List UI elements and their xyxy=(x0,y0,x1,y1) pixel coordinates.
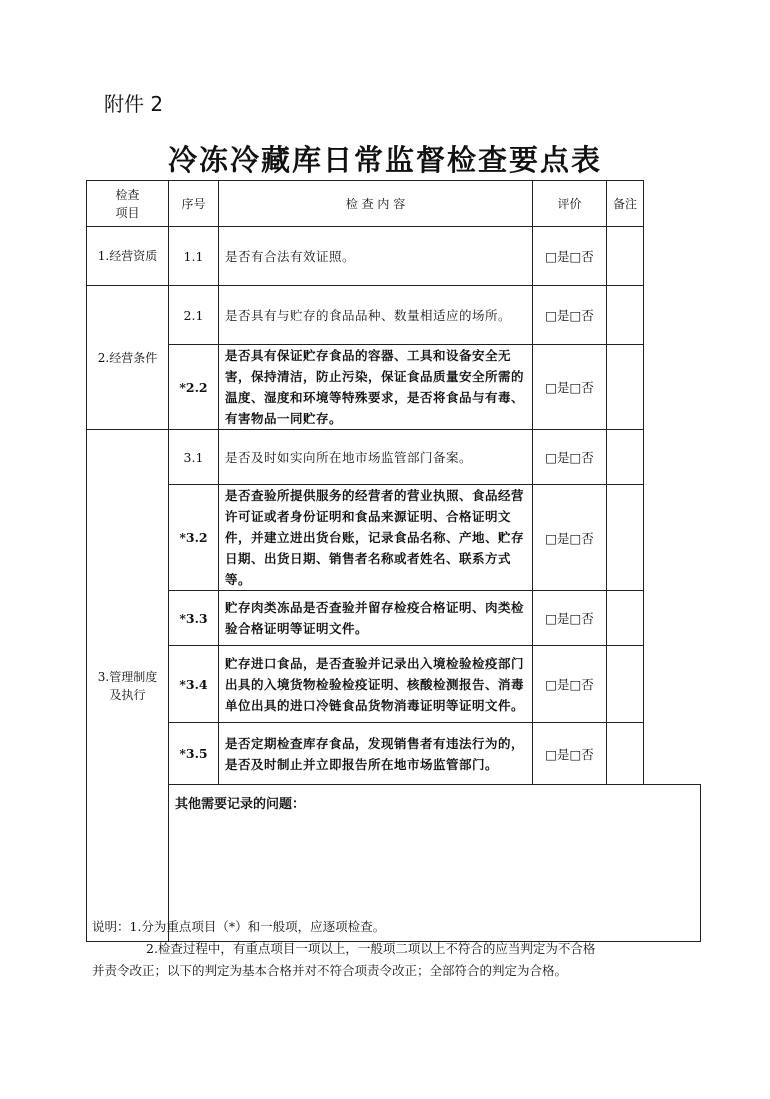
row-seq: *3.5 xyxy=(169,723,219,785)
other-issues-label[interactable]: 其他需要记录的问题： xyxy=(169,785,701,942)
table-row xyxy=(87,286,701,345)
eval-checkboxes[interactable]: □是□否 xyxy=(533,723,607,785)
row-content: 是否有合法有效证照。 xyxy=(219,227,533,286)
row-seq: 2.1 xyxy=(169,286,219,345)
table-row xyxy=(87,723,701,785)
row-content: 是否定期检查库存食品，发现销售者有违法行为的，是否及时制止并立即报告所在地市场监管部门。 xyxy=(219,723,533,785)
row-seq: *3.2 xyxy=(169,485,219,591)
inspection-table xyxy=(86,180,701,942)
row-content: 是否及时如实向所在地市场监管部门备案。 xyxy=(219,430,533,485)
row-seq: 3.1 xyxy=(169,430,219,485)
note-cell xyxy=(607,485,644,591)
row-seq: *2.2 xyxy=(169,345,219,430)
note-cell xyxy=(607,591,644,646)
row-seq: *3.4 xyxy=(169,646,219,723)
header-note: 备注 xyxy=(607,181,644,227)
table-row xyxy=(87,227,701,286)
row-seq: *3.3 xyxy=(169,591,219,646)
row-content: 贮存肉类冻品是否查验并留存检疫合格证明、肉类检验合格证明等证明文件。 xyxy=(219,591,533,646)
note-line-2: 2.检查过程中，有重点项目一项以上，一般项二项以上不符合的应当判定为不合格 xyxy=(146,941,596,956)
header-eval: 评价 xyxy=(533,181,607,227)
row-seq: 1.1 xyxy=(169,227,219,286)
group-label: 2.经营条件 xyxy=(87,286,169,430)
header-item: 检查 项目 xyxy=(87,181,169,227)
header-seq: 序号 xyxy=(169,181,219,227)
eval-checkboxes[interactable]: □是□否 xyxy=(533,430,607,485)
table-row xyxy=(87,345,701,430)
eval-checkboxes[interactable]: □是□否 xyxy=(533,485,607,591)
table-row xyxy=(87,485,701,591)
note-cell xyxy=(607,286,644,345)
eval-checkboxes[interactable]: □是□否 xyxy=(533,591,607,646)
table-row xyxy=(87,646,701,723)
row-content: 贮存进口食品，是否查验并记录出入境检验检疫部门出具的入境货物检验检疫证明、核酸检测报告、消毒单位出具的进口冷链食品货物消毒证明等证明文件。 xyxy=(219,646,533,723)
eval-checkboxes[interactable]: □是□否 xyxy=(533,345,607,430)
note-line-3: 并责令改正；以下的判定为基本合格并对不符合项责令改正；全部符合的判定为合格。 xyxy=(92,963,568,978)
note-cell xyxy=(607,646,644,723)
note-cell xyxy=(607,723,644,785)
eval-checkboxes[interactable]: □是□否 xyxy=(533,286,607,345)
header-content: 检 查 内 容 xyxy=(219,181,533,227)
note-cell xyxy=(607,430,644,485)
table-row xyxy=(87,430,701,485)
notes-section xyxy=(92,916,712,982)
page-title: 冷冻冷藏库日常监督检查要点表 xyxy=(167,143,602,177)
note-line-1: 说明：1.分为重点项目（*）和一般项，应逐项检查。 xyxy=(92,919,386,934)
group-label: 1.经营资质 xyxy=(87,227,169,286)
row-content: 是否查验所提供服务的经营者的营业执照、食品经营许可证或者身份证明和食品来源证明、合格证明文件，并建立进出货台账，记录食品名称、产地、贮存日期、出货日期、销售者名称或者姓名、联系方式等。 xyxy=(219,485,533,591)
eval-checkboxes[interactable]: □是□否 xyxy=(533,646,607,723)
table-header-row xyxy=(87,181,701,227)
row-content: 是否具有保证贮存食品的容器、工具和设备安全无害，保持清洁，防止污染，保证食品质量安全所需的温度、湿度和环境等特殊要求，是否将食品与有毒、有害物品一同贮存。 xyxy=(219,345,533,430)
eval-checkboxes[interactable]: □是□否 xyxy=(533,227,607,286)
table-row xyxy=(87,591,701,646)
note-cell xyxy=(607,227,644,286)
note-cell xyxy=(607,345,644,430)
attachment-label: 附件 2 xyxy=(104,92,164,116)
row-content: 是否具有与贮存的食品品种、数量相适应的场所。 xyxy=(219,286,533,345)
group-label: 3.管理制度 及执行 xyxy=(87,430,169,942)
